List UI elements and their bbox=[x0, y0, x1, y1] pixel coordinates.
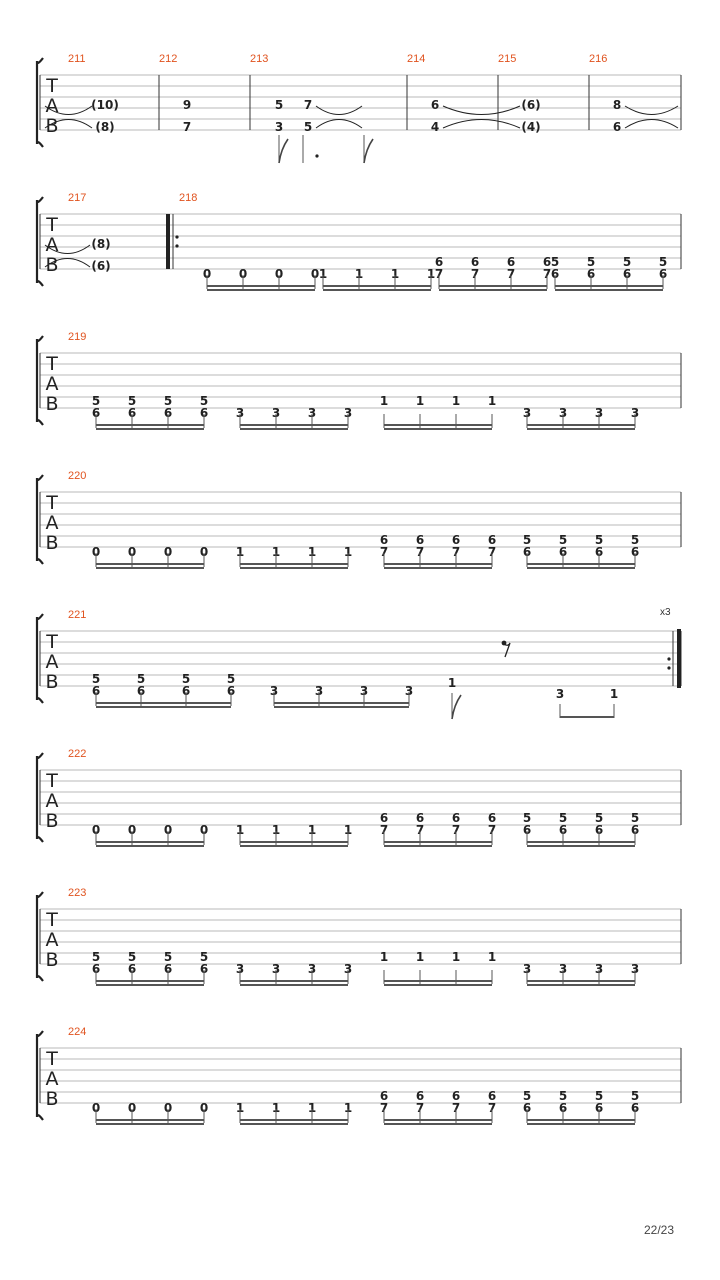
beam bbox=[384, 563, 492, 565]
fret-number: 1 bbox=[379, 394, 389, 408]
fret-number: 6 bbox=[379, 811, 389, 825]
beam bbox=[384, 845, 492, 847]
beam bbox=[96, 1119, 204, 1121]
tab-clef-letter: T bbox=[46, 75, 58, 97]
fret-number: 0 bbox=[199, 1101, 209, 1115]
measure-number: 223 bbox=[68, 887, 87, 899]
fret-number: 6 bbox=[91, 962, 101, 976]
fret-number: 3 bbox=[359, 684, 369, 698]
fret-number: 5 bbox=[199, 950, 209, 964]
repeat-thick-bar bbox=[166, 214, 170, 269]
fret-number: 6 bbox=[470, 255, 480, 269]
fret-number: 5 bbox=[181, 672, 191, 686]
fret-number: 6 bbox=[415, 811, 425, 825]
fret-number: 0 bbox=[127, 823, 137, 837]
fret-number: 6 bbox=[542, 255, 552, 269]
measure-number: 219 bbox=[68, 331, 87, 343]
fret-number: 6 bbox=[522, 1101, 532, 1115]
fret-number: 3 bbox=[271, 962, 281, 976]
fret-number: 7 bbox=[487, 823, 497, 837]
fret-number: 1 bbox=[235, 823, 245, 837]
fret-number: 3 bbox=[235, 962, 245, 976]
beam bbox=[207, 289, 315, 291]
fret-number: 5 bbox=[630, 811, 640, 825]
fret-number: 1 bbox=[307, 823, 317, 837]
eighth-rest bbox=[504, 643, 510, 657]
fret-number: 6 bbox=[558, 545, 568, 559]
repeat-thick-bar bbox=[677, 629, 681, 688]
beam bbox=[527, 845, 635, 847]
fret-number: 6 bbox=[550, 267, 560, 281]
fret-number: 5 bbox=[303, 120, 313, 134]
fret-number: 6 bbox=[226, 684, 236, 698]
fret-number: 6 bbox=[558, 823, 568, 837]
measure-number: 213 bbox=[250, 53, 269, 65]
fret-number: 6 bbox=[199, 406, 209, 420]
fret-number: 1 bbox=[318, 267, 328, 281]
fret-number: 6 bbox=[487, 533, 497, 547]
fret-number: 5 bbox=[199, 394, 209, 408]
beam bbox=[240, 428, 348, 430]
measure-number: 214 bbox=[407, 53, 426, 65]
note-flag bbox=[279, 139, 288, 163]
fret-number: 1 bbox=[307, 1101, 317, 1115]
beam bbox=[96, 563, 204, 565]
fret-number: 1 bbox=[415, 950, 425, 964]
beam bbox=[527, 567, 635, 569]
fret-number: 3 bbox=[307, 962, 317, 976]
tie-arc bbox=[316, 120, 362, 129]
fret-number: 6 bbox=[181, 684, 191, 698]
fret-number: 1 bbox=[271, 1101, 281, 1115]
fret-number: (4) bbox=[521, 120, 541, 134]
fret-number: 5 bbox=[594, 1089, 604, 1103]
fret-number: 6 bbox=[594, 823, 604, 837]
beam bbox=[96, 567, 204, 569]
tab-clef-letter: B bbox=[45, 393, 59, 415]
beam bbox=[96, 980, 204, 982]
fret-number: 6 bbox=[136, 684, 146, 698]
fret-number: 1 bbox=[451, 394, 461, 408]
beam bbox=[207, 285, 315, 287]
beam bbox=[384, 428, 492, 430]
measure-number: 216 bbox=[589, 53, 608, 65]
fret-number: 0 bbox=[202, 267, 212, 281]
tab-clef-letter: A bbox=[45, 234, 59, 256]
fret-number: 4 bbox=[430, 120, 440, 134]
measure-number: 217 bbox=[68, 192, 87, 204]
fret-number: 6 bbox=[658, 267, 668, 281]
fret-number: 3 bbox=[271, 406, 281, 420]
fret-number: 6 bbox=[630, 823, 640, 837]
fret-number: 8 bbox=[612, 98, 622, 112]
fret-number: 3 bbox=[555, 687, 565, 701]
fret-number: 1 bbox=[235, 1101, 245, 1115]
fret-number: 6 bbox=[630, 1101, 640, 1115]
beam bbox=[96, 702, 231, 704]
beam bbox=[555, 285, 663, 287]
beam bbox=[240, 845, 348, 847]
fret-number: 1 bbox=[271, 545, 281, 559]
note-flag bbox=[364, 139, 373, 163]
fret-number: (8) bbox=[91, 237, 111, 251]
fret-number: 5 bbox=[91, 394, 101, 408]
measure-number: 222 bbox=[68, 748, 87, 760]
beam bbox=[384, 424, 492, 426]
tab-clef-letter: B bbox=[45, 532, 59, 554]
beam bbox=[96, 428, 204, 430]
beam bbox=[240, 563, 348, 565]
beam bbox=[560, 716, 614, 718]
fret-number: 5 bbox=[522, 533, 532, 547]
fret-number: 5 bbox=[558, 1089, 568, 1103]
beam bbox=[527, 563, 635, 565]
tie-arc bbox=[316, 106, 362, 115]
fret-number: 7 bbox=[434, 267, 444, 281]
beam bbox=[527, 980, 635, 982]
fret-number: 6 bbox=[127, 962, 137, 976]
fret-number: 0 bbox=[91, 1101, 101, 1115]
tab-clef-letter: A bbox=[45, 373, 59, 395]
fret-number: 0 bbox=[238, 267, 248, 281]
beam bbox=[240, 984, 348, 986]
fret-number: 6 bbox=[630, 545, 640, 559]
repeat-dot bbox=[667, 666, 670, 669]
fret-number: 7 bbox=[506, 267, 516, 281]
tab-clef-letter: T bbox=[46, 492, 58, 514]
fret-number: 6 bbox=[506, 255, 516, 269]
fret-number: 7 bbox=[415, 545, 425, 559]
fret-number: 1 bbox=[447, 676, 457, 690]
beam bbox=[527, 984, 635, 986]
fret-number: 7 bbox=[487, 1101, 497, 1115]
fret-number: 7 bbox=[451, 545, 461, 559]
fret-number: 6 bbox=[163, 406, 173, 420]
fret-number: 3 bbox=[269, 684, 279, 698]
fret-number: 5 bbox=[127, 394, 137, 408]
fret-number: 5 bbox=[91, 672, 101, 686]
tab-clef-letter: T bbox=[46, 214, 58, 236]
fret-number: 6 bbox=[415, 533, 425, 547]
fret-number: 5 bbox=[630, 533, 640, 547]
tab-clef-letter: A bbox=[45, 1068, 59, 1090]
fret-number: 7 bbox=[451, 823, 461, 837]
beam bbox=[384, 984, 492, 986]
fret-number: 3 bbox=[558, 962, 568, 976]
fret-number: 3 bbox=[314, 684, 324, 698]
beam bbox=[527, 841, 635, 843]
fret-number: 5 bbox=[522, 811, 532, 825]
fret-number: 3 bbox=[630, 406, 640, 420]
fret-number: 1 bbox=[487, 950, 497, 964]
fret-number: 6 bbox=[451, 811, 461, 825]
tab-clef-letter: T bbox=[46, 770, 58, 792]
fret-number: 5 bbox=[558, 533, 568, 547]
fret-number: 1 bbox=[343, 1101, 353, 1115]
fret-number: 0 bbox=[199, 823, 209, 837]
fret-number: 5 bbox=[163, 950, 173, 964]
fret-number: 6 bbox=[487, 1089, 497, 1103]
fret-number: 1 bbox=[426, 267, 436, 281]
tab-clef-letter: T bbox=[46, 1048, 58, 1070]
repeat-dot bbox=[667, 657, 670, 660]
beam bbox=[240, 1123, 348, 1125]
fret-number: 3 bbox=[522, 406, 532, 420]
tie-arc bbox=[625, 120, 678, 129]
fret-number: (10) bbox=[91, 98, 119, 112]
fret-number: 7 bbox=[379, 545, 389, 559]
tab-clef-letter: A bbox=[45, 651, 59, 673]
fret-number: 3 bbox=[558, 406, 568, 420]
tab-clef-letter: B bbox=[45, 810, 59, 832]
fret-number: 6 bbox=[91, 406, 101, 420]
measure-number: 224 bbox=[68, 1026, 87, 1038]
beam bbox=[96, 1123, 204, 1125]
beam bbox=[240, 1119, 348, 1121]
tab-clef-letter: T bbox=[46, 353, 58, 375]
fret-number: 5 bbox=[550, 255, 560, 269]
fret-number: 0 bbox=[274, 267, 284, 281]
fret-number: 6 bbox=[558, 1101, 568, 1115]
fret-number: 1 bbox=[451, 950, 461, 964]
tab-clef-letter: T bbox=[46, 909, 58, 931]
fret-number: 1 bbox=[379, 950, 389, 964]
fret-number: 0 bbox=[91, 823, 101, 837]
fret-number: 3 bbox=[343, 406, 353, 420]
fret-number: 0 bbox=[199, 545, 209, 559]
fret-number: (6) bbox=[91, 259, 111, 273]
fret-number: 6 bbox=[415, 1089, 425, 1103]
fret-number: 5 bbox=[558, 811, 568, 825]
beam bbox=[274, 702, 409, 704]
tab-clef-letter: T bbox=[46, 631, 58, 653]
fret-number: 1 bbox=[307, 545, 317, 559]
fret-number: 6 bbox=[522, 823, 532, 837]
fret-number: 3 bbox=[235, 406, 245, 420]
beam bbox=[439, 285, 547, 287]
fret-number: 7 bbox=[451, 1101, 461, 1115]
beam bbox=[527, 1119, 635, 1121]
fret-number: 6 bbox=[199, 962, 209, 976]
fret-number: 1 bbox=[271, 823, 281, 837]
measure-number: 215 bbox=[498, 53, 517, 65]
tab-clef-letter: A bbox=[45, 95, 59, 117]
fret-number: 1 bbox=[354, 267, 364, 281]
fret-number: 6 bbox=[379, 1089, 389, 1103]
tie-arc bbox=[625, 106, 678, 115]
fret-number: 6 bbox=[594, 1101, 604, 1115]
fret-number: 1 bbox=[415, 394, 425, 408]
fret-number: 0 bbox=[310, 267, 320, 281]
measure-number: 218 bbox=[179, 192, 198, 204]
beam bbox=[274, 706, 409, 708]
fret-number: 7 bbox=[379, 1101, 389, 1115]
fret-number: 5 bbox=[622, 255, 632, 269]
fret-number: 7 bbox=[415, 823, 425, 837]
tab-clef-letter: B bbox=[45, 949, 59, 971]
fret-number: 7 bbox=[487, 545, 497, 559]
tab-clef-letter: A bbox=[45, 790, 59, 812]
fret-number: 0 bbox=[163, 1101, 173, 1115]
tab-clef-letter: B bbox=[45, 115, 59, 137]
fret-number: 5 bbox=[630, 1089, 640, 1103]
fret-number: (6) bbox=[521, 98, 541, 112]
beam bbox=[96, 984, 204, 986]
measure-number: 220 bbox=[68, 470, 87, 482]
tab-clef-letter: B bbox=[45, 254, 59, 276]
fret-number: 0 bbox=[163, 823, 173, 837]
tab-clef-letter: B bbox=[45, 1088, 59, 1110]
fret-number: 7 bbox=[415, 1101, 425, 1115]
fret-number: 7 bbox=[182, 120, 192, 134]
fret-number: 0 bbox=[127, 545, 137, 559]
fret-number: 3 bbox=[594, 406, 604, 420]
fret-number: 5 bbox=[127, 950, 137, 964]
fret-number: 1 bbox=[609, 687, 619, 701]
beam bbox=[527, 1123, 635, 1125]
fret-number: 6 bbox=[430, 98, 440, 112]
beam bbox=[555, 289, 663, 291]
measure-number: 211 bbox=[68, 53, 86, 65]
beam bbox=[323, 285, 431, 287]
beam bbox=[384, 841, 492, 843]
beam bbox=[96, 706, 231, 708]
beam bbox=[527, 424, 635, 426]
fret-number: 6 bbox=[586, 267, 596, 281]
tab-clef-letter: B bbox=[45, 671, 59, 693]
fret-number: 6 bbox=[612, 120, 622, 134]
fret-number: 6 bbox=[451, 1089, 461, 1103]
fret-number: 5 bbox=[522, 1089, 532, 1103]
beam bbox=[384, 980, 492, 982]
fret-number: 6 bbox=[451, 533, 461, 547]
fret-number: 3 bbox=[594, 962, 604, 976]
fret-number: 1 bbox=[390, 267, 400, 281]
fret-number: 3 bbox=[343, 962, 353, 976]
beam bbox=[384, 1119, 492, 1121]
note-flag bbox=[452, 695, 461, 719]
beam bbox=[527, 428, 635, 430]
beam bbox=[439, 289, 547, 291]
fret-number: 0 bbox=[127, 1101, 137, 1115]
fret-number: 6 bbox=[487, 811, 497, 825]
beam bbox=[384, 1123, 492, 1125]
measure-number: 212 bbox=[159, 53, 178, 65]
beam bbox=[96, 845, 204, 847]
tab-clef-letter: A bbox=[45, 512, 59, 534]
fret-number: 7 bbox=[542, 267, 552, 281]
fret-number: (8) bbox=[95, 120, 115, 134]
fret-number: 6 bbox=[379, 533, 389, 547]
beam bbox=[384, 567, 492, 569]
tie-arc bbox=[443, 106, 520, 115]
dot bbox=[315, 154, 318, 157]
fret-number: 1 bbox=[343, 545, 353, 559]
fret-number: 3 bbox=[307, 406, 317, 420]
beam bbox=[240, 841, 348, 843]
fret-number: 3 bbox=[274, 120, 284, 134]
fret-number: 6 bbox=[594, 545, 604, 559]
repeat-dot bbox=[175, 235, 178, 238]
fret-number: 6 bbox=[622, 267, 632, 281]
beam bbox=[240, 424, 348, 426]
repeat-dot bbox=[175, 244, 178, 247]
fret-number: 3 bbox=[630, 962, 640, 976]
fret-number: 5 bbox=[594, 533, 604, 547]
fret-number: 5 bbox=[274, 98, 284, 112]
fret-number: 3 bbox=[522, 962, 532, 976]
fret-number: 7 bbox=[303, 98, 313, 112]
repeat-count: x3 bbox=[660, 607, 671, 618]
fret-number: 5 bbox=[163, 394, 173, 408]
fret-number: 5 bbox=[658, 255, 668, 269]
fret-number: 7 bbox=[470, 267, 480, 281]
fret-number: 5 bbox=[594, 811, 604, 825]
fret-number: 1 bbox=[487, 394, 497, 408]
beam bbox=[96, 424, 204, 426]
page-number: 22/23 bbox=[643, 1223, 675, 1237]
fret-number: 5 bbox=[136, 672, 146, 686]
fret-number: 6 bbox=[91, 684, 101, 698]
fret-number: 7 bbox=[379, 823, 389, 837]
fret-number: 1 bbox=[235, 545, 245, 559]
beam bbox=[240, 567, 348, 569]
fret-number: 6 bbox=[522, 545, 532, 559]
fret-number: 6 bbox=[434, 255, 444, 269]
fret-number: 5 bbox=[226, 672, 236, 686]
fret-number: 5 bbox=[586, 255, 596, 269]
tab-clef-letter: A bbox=[45, 929, 59, 951]
fret-number: 1 bbox=[343, 823, 353, 837]
fret-number: 0 bbox=[163, 545, 173, 559]
beam bbox=[323, 289, 431, 291]
fret-number: 0 bbox=[91, 545, 101, 559]
fret-number: 9 bbox=[182, 98, 192, 112]
measure-number: 221 bbox=[68, 609, 87, 621]
fret-number: 6 bbox=[127, 406, 137, 420]
beam bbox=[96, 841, 204, 843]
fret-number: 5 bbox=[91, 950, 101, 964]
tie-arc bbox=[443, 120, 520, 129]
fret-number: 6 bbox=[163, 962, 173, 976]
fret-number: 3 bbox=[404, 684, 414, 698]
beam bbox=[240, 980, 348, 982]
